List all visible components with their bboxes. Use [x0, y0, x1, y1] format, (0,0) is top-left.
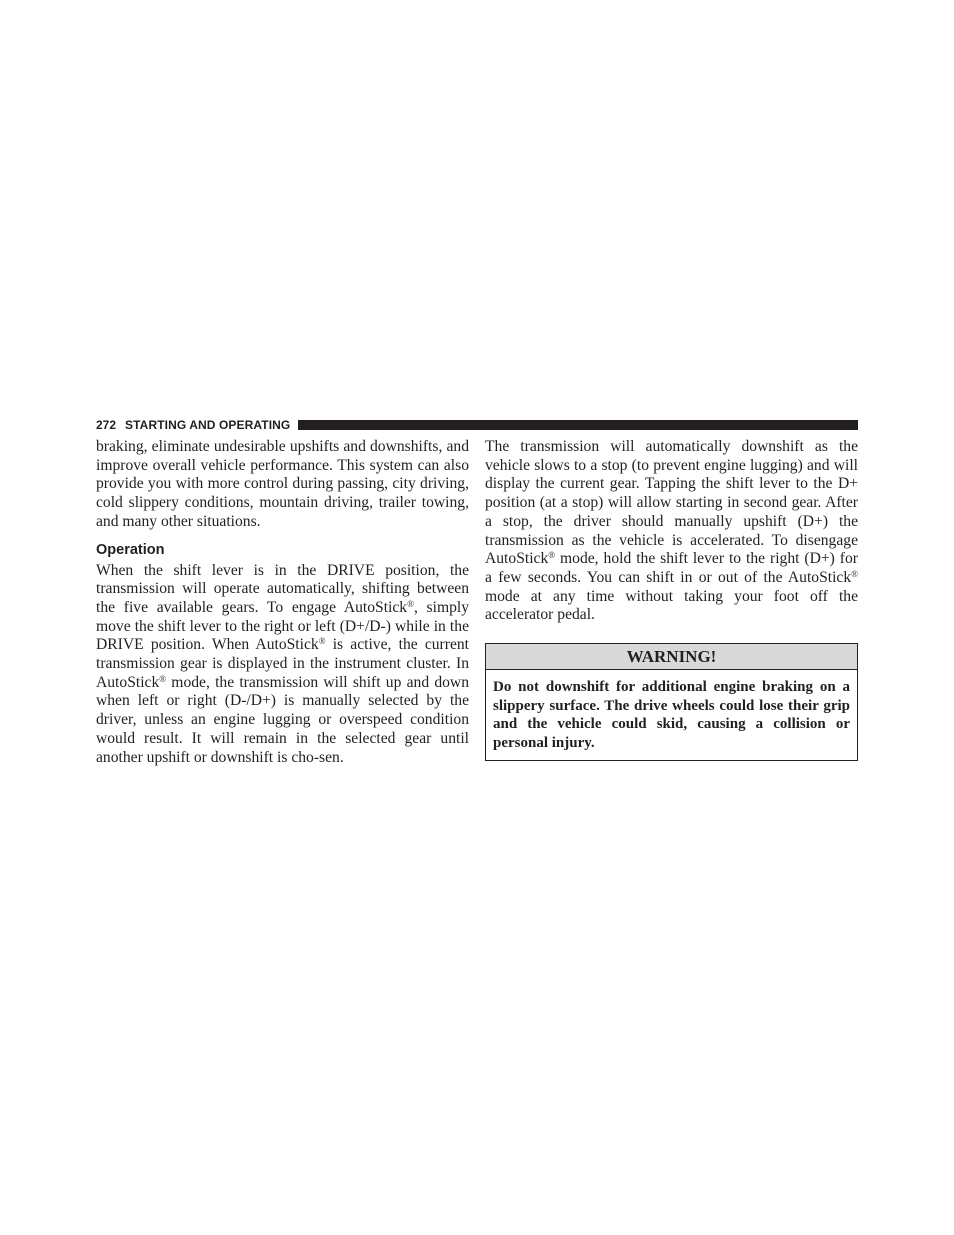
registered-mark: ® [159, 673, 167, 684]
warning-title: WARNING! [486, 644, 857, 670]
registered-mark: ® [407, 598, 414, 609]
warning-text: Do not downshift for additional engine braking on a slippery surface. The drive wheels could lose their grip and the vehicle could skid, causing a collision or personal injury. [493, 679, 850, 752]
registered-mark: ® [548, 550, 556, 561]
warning-box [485, 643, 858, 761]
section-title: STARTING AND OPERATING [125, 417, 291, 432]
right-column [485, 438, 858, 761]
intro-paragraph: braking, eliminate undesirable upshifts and downshifts, and improve overall vehicle performance. This system can also provide you with more control during passing, city driving, cold slippery conditions, mountain driving, trailer towing, and many other situations. [96, 438, 469, 530]
registered-mark: ® [851, 568, 858, 579]
header-rule [298, 420, 858, 430]
left-column [96, 438, 469, 767]
page-number: 272 [96, 417, 117, 432]
operation-heading: Operation [96, 541, 165, 558]
page-header [96, 417, 858, 432]
registered-mark: ® [318, 636, 326, 647]
operation-paragraph: When the shift lever is in the DRIVE position, the transmission will operate automatically, shifting between the five available gears. To engage AutoStick®, simply move the shift lever to the right or left (D+/D-) while in the DRIVE position. When AutoStick® is active, the current transmission gear is displayed in the instrument cluster. In AutoStick® mode, the transmission will shift up and down when left or right (D-/D+) is manually selected by the driver, unless an engine lugging or overspeed condition would result. It will remain in the selected gear until another upshift or downshift is cho-sen. [96, 561, 469, 766]
downshift-paragraph: The transmission will automatically downshift as the vehicle slows to a stop (to prevent engine lugging) and will display the current gear. Tapping the shift lever to the D+ position (at a stop) will allow starting in second gear. After a stop, the driver should manually upshift (D+) the transmission as the vehicle is accelerated. To disengage AutoStick® mode, hold the shift lever to the right (D+) for a few seconds. You can shift in or out of the AutoStick® mode at any time without taking your foot off the accelerator pedal. [485, 438, 858, 624]
